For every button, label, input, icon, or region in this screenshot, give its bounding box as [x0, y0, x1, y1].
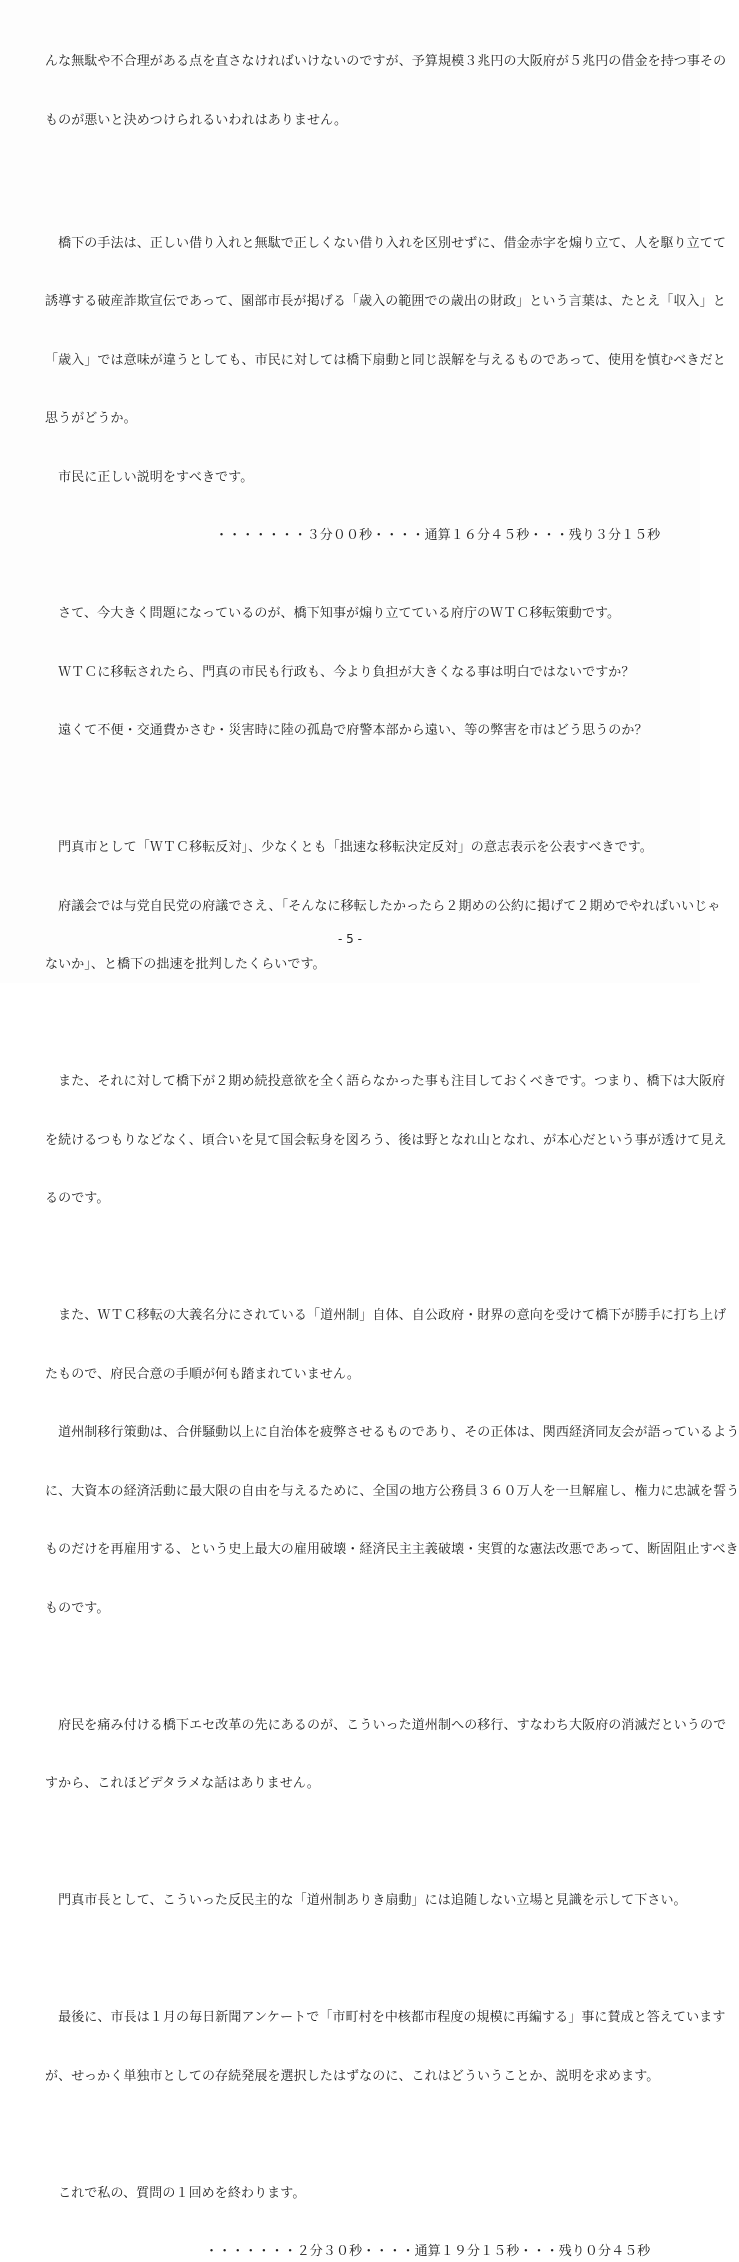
timing-note-2: ・・・・・・・２分３０秒・・・・通算１９分１５秒・・・残り０分４５秒 — [205, 2244, 651, 2259]
text-line: 門真市として「ＷＴＣ移転反対」、少なくとも「拙速な移転決定反対」の意志表示を公表すべきです。 — [45, 840, 653, 855]
text-line: ないか」、と橋下の拙速を批判したくらいです。 — [45, 957, 326, 972]
page-number: - 5 - — [338, 932, 362, 946]
text-line: これで私の、質問の１回めを終わります。 — [45, 2185, 306, 2201]
text-line: 府議会では与党自民党の府議でさえ、「そんなに移転したかったら２期めの公約に掲げて２期めでやればいいじゃ — [45, 898, 721, 914]
text-line: 市民に正しい説明をすべきです。 — [45, 469, 254, 485]
text-line: ものです。 — [45, 1600, 110, 1616]
document-body — [45, 13, 739, 2262]
text-line: たもので、府民合意の手順が何も踏まれていません。 — [45, 1366, 360, 1382]
paragraph-9 — [45, 1969, 726, 2125]
paragraph-3 — [45, 565, 670, 780]
text-line: ものだけを再雇用する、という史上最大の雇用破壊・経済民主主義破壊・実質的な憲法改悪であって、断固阻止すべき — [45, 1542, 739, 1557]
paragraph-4 — [45, 799, 721, 1014]
text-line: すから、これほどデタラメな話はありません。 — [45, 1776, 320, 1791]
timing-note-1: ・・・・・・・３分００秒・・・・通算１６分４５秒・・・残り３分１５秒 — [215, 528, 661, 543]
text-line: 誘導する破産詐欺宣伝であって、園部市長が掲げる「歳入の範囲での歳出の財政」という言葉は、たとえ「収入」と — [45, 294, 726, 309]
text-line: ものが悪いと決めつけられるいわれはありません。 — [45, 112, 348, 128]
paragraph-2 — [45, 195, 726, 527]
text-line: 最後に、市長は１月の毎日新聞アンケートで「市町村を中核都市程度の規模に再編する」事に賛成と答えています — [45, 2010, 726, 2025]
text-line: また、ＷＴＣ移転の大義名分にされている「道州制」自体、自公政府・財界の意向を受けて橋下が勝手に打ち上げ — [45, 1308, 727, 1323]
text-line: さて、今大きく問題になっているのが、橋下知事が煽り立てている府庁のＷＴＣ移転策動です。 — [45, 606, 621, 621]
text-line: 府民を痛み付ける橋下エセ改革の先にあるのが、こういった道州制への移行、すなわち大阪府の消滅だというので — [45, 1717, 727, 1733]
text-line: んな無駄や不合理がある点を直さなければいけないのですが、予算規模３兆円の大阪府が５兆円の借金を持つ事その — [45, 54, 727, 69]
text-line: 道州制移行策動は、合併騒動以上に自治体を疲弊させるものであり、その正体は、関西経済同友会が語っているよう — [45, 1425, 739, 1440]
paragraph-5 — [45, 1033, 727, 1248]
text-line: ＷＴＣに移転されたら、門真の市民も行政も、今より負担が大きくなる事は明白ではないですか？ — [45, 664, 635, 680]
paragraph-1 — [45, 13, 727, 169]
text-line: 門真市長として、こういった反民主的な「道州制ありき扇動」には追随しない立場と見識を示して下さい。 — [45, 1893, 687, 1908]
text-line: るのです。 — [45, 1191, 110, 1206]
paragraph-8 — [45, 1852, 687, 1950]
text-line: 橋下の手法は、正しい借り入れと無駄で正しくない借り入れを区別せずに、借金赤字を煽り立て、人を駆り立てて — [45, 235, 726, 251]
text-line: に、大資本の経済活動に最大限の自由を与えるために、全国の地方公務員３６０万人を一旦解雇し、権力に忠誠を誓う — [45, 1483, 739, 1499]
text-line: を続けるつもりなどなく、頃合いを見て国会転身を図ろう、後は野となれ山となれ、が本心だという事が透けて見え — [45, 1132, 727, 1148]
text-line: 思うがどうか。 — [45, 411, 137, 426]
text-line: 「歳入」では意味が違うとしても、市民に対しては橋下扇動と同じ誤解を与えるものであって、使用を慎むべきだと — [45, 352, 726, 368]
paragraph-7 — [45, 1677, 727, 1833]
text-line: が、せっかく単独市としての存続発展を選択したはずなのに、これはどういうことか、説明を求めます。 — [45, 2068, 660, 2084]
text-line: 遠くて不便・交通費かさむ・災害時に陸の孤島で府警本部から遠い、等の弊害を市はどう思うのか？ — [45, 723, 648, 738]
paragraph-10 — [45, 2145, 670, 2243]
paragraph-6 — [45, 1267, 739, 1657]
text-line: また、それに対して橋下が２期め続投意欲を全く語らなかった事も注目しておくべきです。つまり、橋下は大阪府 — [45, 1074, 726, 1089]
